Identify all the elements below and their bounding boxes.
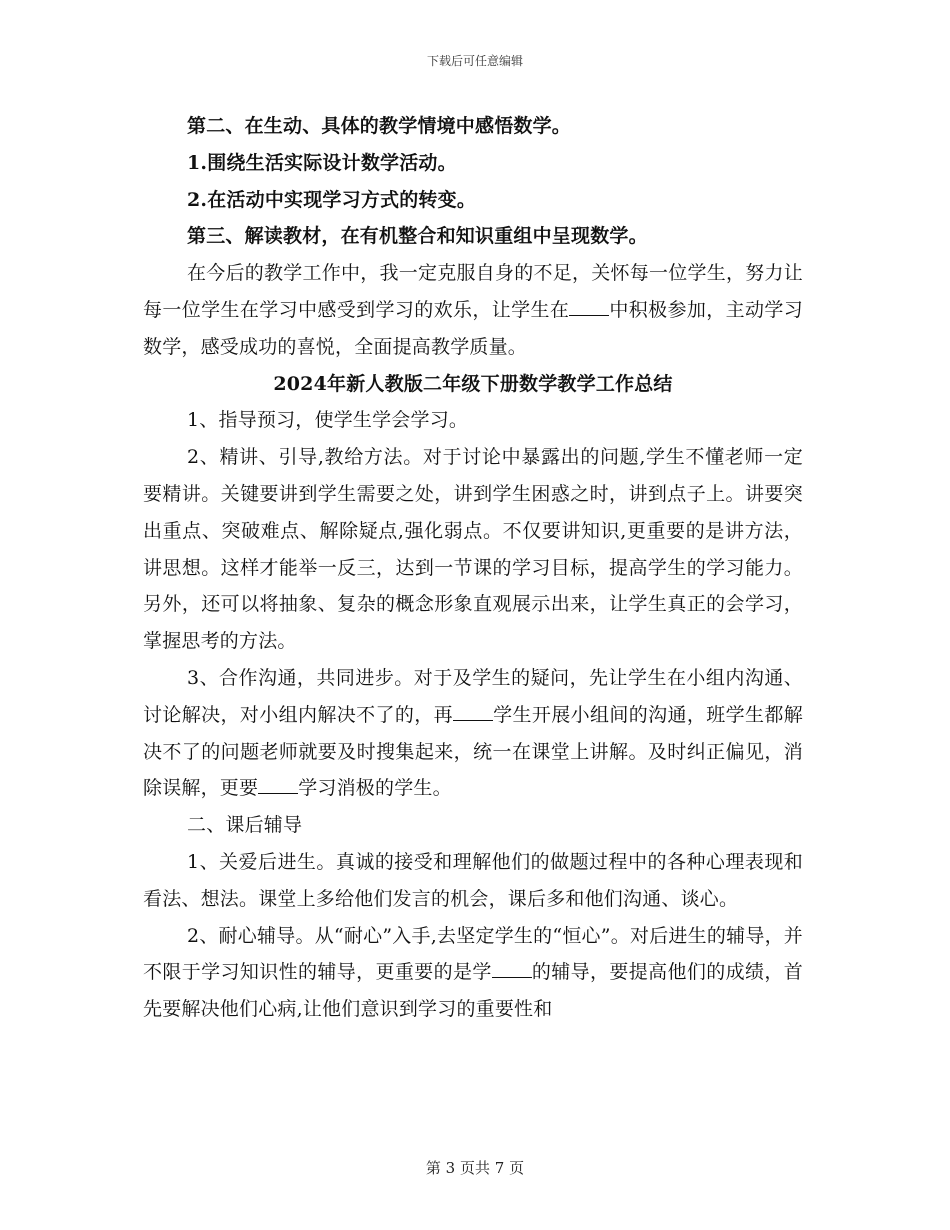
text-span: 学习消极的学生。 xyxy=(298,777,452,800)
paragraph-after-class-heading: 二、课后辅导 xyxy=(187,814,303,837)
text-span: 中积极参加，主动学习数学，感受成功的喜悦，全面提高教学质量。 xyxy=(143,298,803,358)
document-body xyxy=(143,108,803,1028)
blank-line xyxy=(569,297,609,316)
text-span: 学生开展小组间的沟通，班学生都解决不了的问题老师就要及时搜集起来，统一在课堂上讲解。及时纠正偏见，消除误解，更要 xyxy=(143,703,803,800)
blank-line xyxy=(492,959,532,978)
paragraph-item-1: 1.围绕生活实际设计数学活动。 xyxy=(187,151,457,174)
text-span: 的辅导，要提高他们的成绩，首先要解决他们心病,让他们意识到学习的重要性和 xyxy=(143,961,803,1021)
paragraph-section-two: 第二、在生动、具体的教学情境中感悟数学。 xyxy=(187,115,572,137)
blank-line xyxy=(453,702,493,721)
paragraph-care: 1、关爱后进生。真诚的接受和理解他们的做题过程中的各种心理表现和看法、想法。课堂上多给他们发言的机会，课后多和他们沟通、谈心。 xyxy=(143,850,803,910)
text-span: 在今后的教学工作中，我一定克服自身的不足，关怀每一位学生，努力让每一位学生在学习中感受到学习的欢乐，让学生在 xyxy=(143,262,803,321)
page-footer: 第 3 页共 7 页 xyxy=(425,1159,525,1177)
text-span: 3、合作沟通，共同进步。对于及学生的疑问，先让学生在小组内沟通、讨论解决，对小组内解决不了的，再 xyxy=(143,666,803,726)
paragraph-future-work xyxy=(143,255,803,365)
paragraph-section-three: 第三、解读教材，在有机整合和知识重组中呈现数学。 xyxy=(187,225,648,248)
document-title: 2024年新人教版二年级下册数学教学工作总结 xyxy=(273,372,673,395)
paragraph-patience xyxy=(143,918,803,1028)
page-header: 下载后可任意编辑 xyxy=(426,54,523,68)
blank-line xyxy=(258,775,298,794)
paragraph-cooperate xyxy=(143,660,803,807)
paragraph-explain: 2、精讲、引导,教给方法。对于讨论中暴露出的问题,学生不懂老师一定要精讲。关键要讲到学生需要之处，讲到学生困惑之时，讲到点子上。讲要突出重点、突破难点、解除疑点,强化弱点。不仅要讲知识,更重要的是讲方法，讲思想。这样才能举一反三，达到一节课的学习目标，提高学生的学习能力。另外，还可以将抽象、复杂的概念形象直观展示出来，让学生真正的会学习，掌握思考的方法。 xyxy=(143,446,803,653)
paragraph-preview: 1、指导预习，使学生学会学习。 xyxy=(187,409,469,432)
text-span: 2、耐心辅导。从“耐心”入手,去坚定学生的“恒心”。对后进生的辅导，并不限于学习知识性的辅导，更重要的是学 xyxy=(143,924,803,984)
paragraph-item-2: 2.在活动中实现学习方式的转变。 xyxy=(187,188,477,211)
